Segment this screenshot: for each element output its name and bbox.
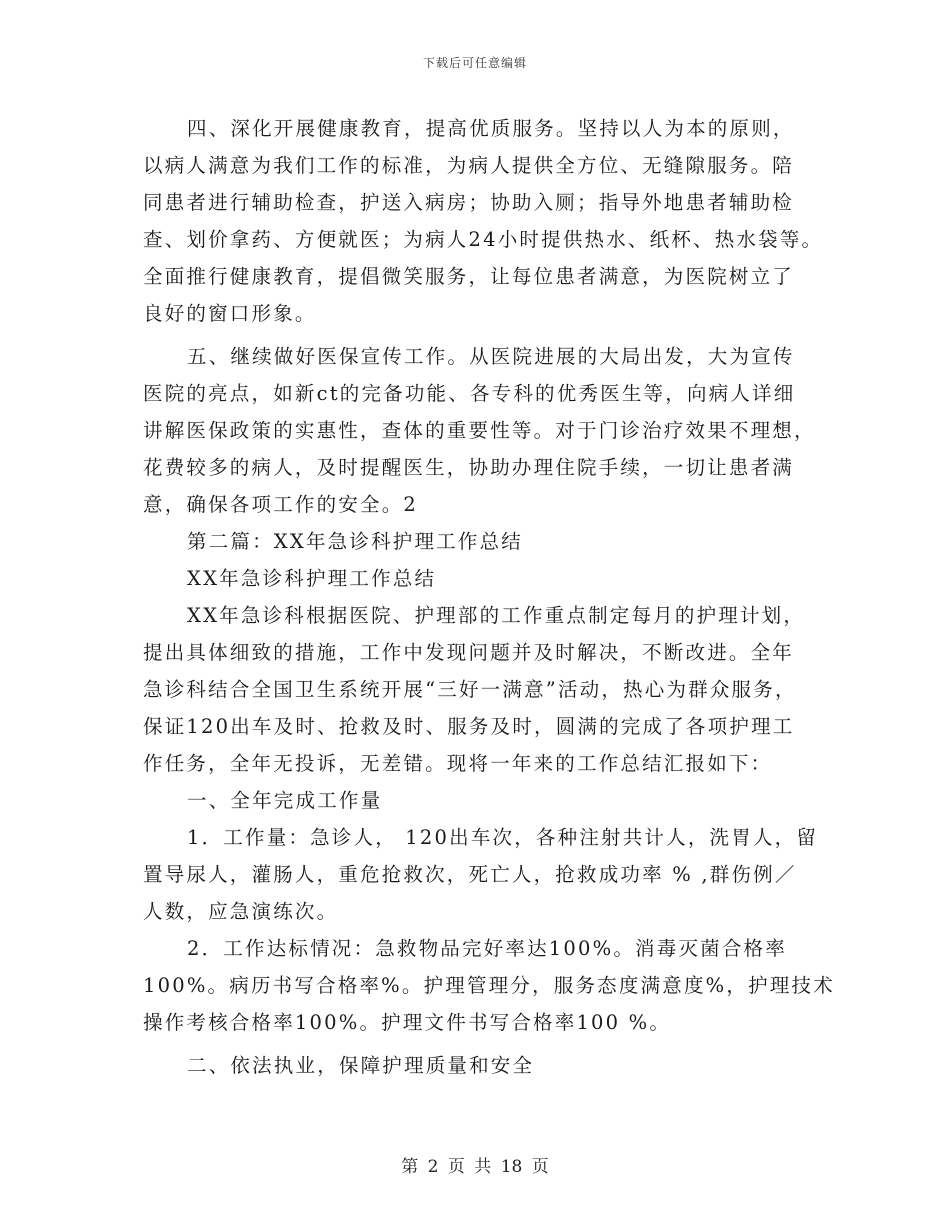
- paragraph-line: 四、深化开展健康教育，提高优质服务。坚持以人为本的原则，: [187, 117, 795, 140]
- paragraph-line: 查、划价拿药、方便就医；为病人24小时提供热水、纸杯、热水袋等。: [143, 228, 824, 251]
- paragraph-line: 1．工作量：急诊人， 120出车次，各种注射共计人，洗胃人，留: [187, 826, 819, 849]
- section-heading: 第二篇：XX年急诊科护理工作总结: [187, 530, 523, 553]
- paragraph-line: 意，确保各项工作的安全。2: [143, 493, 419, 516]
- paragraph-line: 同患者进行辅助检查，护送入病房；协助入厕；指导外地患者辅助检: [143, 191, 795, 214]
- paragraph-line: 保证120出车及时、抢救及时、服务及时，圆满的完成了各项护理工: [143, 715, 795, 738]
- page-number: 第 2 页 共 18 页: [401, 1157, 549, 1177]
- paragraph-line: 提出具体细致的措施，工作中发现问题并及时解决，不断改进。全年: [143, 641, 795, 664]
- header-note: 下载后可任意编辑: [422, 56, 527, 70]
- section-heading: 一、全年完成工作量: [187, 789, 383, 812]
- paragraph-line: 置导尿人，灌肠人，重危抢救次，死亡人，抢救成功率 % ,群伤例／: [143, 863, 797, 886]
- paragraph-line: 2．工作达标情况：急救物品完好率达100%。消毒灭菌合格率: [187, 937, 787, 960]
- paragraph-line: 医院的亮点，如新ct的完备功能、各专科的优秀医生等，向病人详细: [143, 382, 796, 405]
- paragraph-line: 急诊科结合全国卫生系统开展“三好一满意”活动，热心为群众服务，: [143, 678, 797, 701]
- paragraph-line: 以病人满意为我们工作的标准，为病人提供全方位、无缝隙服务。陪: [143, 154, 795, 177]
- paragraph-line: 人数，应急演练次。: [143, 900, 339, 923]
- paragraph-line: 作任务，全年无投诉，无差错。现将一年来的工作总结汇报如下：: [143, 752, 773, 775]
- paragraph-line: 花费较多的病人，及时提醒医生，协助办理住院手续，一切让患者满: [143, 456, 795, 479]
- paragraph-line: 操作考核合格率100%。护理文件书写合格率100 %。: [143, 1011, 672, 1034]
- paragraph-line: XX年急诊科根据医院、护理部的工作重点制定每月的护理计划，: [187, 604, 806, 627]
- paragraph-line: 良好的窗口形象。: [143, 302, 317, 325]
- paragraph-line: 100%。病历书写合格率%。护理管理分，服务态度满意度%，护理技术: [143, 974, 835, 997]
- document-title: XX年急诊科护理工作总结: [187, 567, 437, 590]
- document-body: [143, 110, 835, 1084]
- paragraph-line: 全面推行健康教育，提倡微笑服务，让每位患者满意，为医院树立了: [143, 265, 795, 288]
- paragraph-line: 五、继续做好医保宣传工作。从医院进展的大局出发，大为宣传: [187, 345, 795, 368]
- section-heading: 二、依法执业，保障护理质量和安全: [187, 1054, 535, 1077]
- paragraph-line: 讲解医保政策的实惠性，查体的重要性等。对于门诊治疗效果不理想，: [143, 419, 816, 442]
